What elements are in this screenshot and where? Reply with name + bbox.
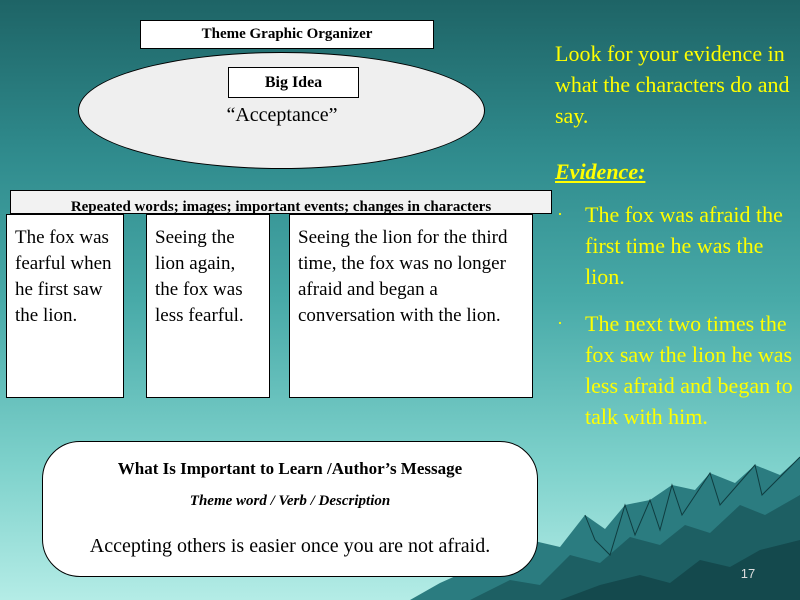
big-idea-label: Big Idea xyxy=(228,67,359,98)
organizer-title: Theme Graphic Organizer xyxy=(140,20,434,49)
evidence-bullet xyxy=(555,199,797,292)
evidence-bullet xyxy=(555,308,797,432)
big-idea-value: “Acceptance” xyxy=(226,104,338,126)
repeated-elements-label: Repeated words; images; important events; changes in characters xyxy=(10,190,552,214)
authors-message-title: What Is Important to Learn /Author’s Message xyxy=(117,459,463,478)
evidence-box-3: Seeing the lion for the third time, the fox was no longer afraid and began a conversation with the lion. xyxy=(289,214,533,398)
evidence-bullet-text: The fox was afraid the first time he was the lion. xyxy=(585,202,783,289)
authors-message-subtitle: Theme word / Verb / Description xyxy=(189,493,391,509)
authors-message-body: Accepting others is easier once you are not afraid. xyxy=(89,535,491,557)
evidence-heading: Evidence: xyxy=(555,159,646,184)
evidence-panel xyxy=(555,38,797,448)
evidence-box-2: Seeing the lion again, the fox was less fearful. xyxy=(146,214,270,398)
evidence-box-1: The fox was fearful when he first saw the lion. xyxy=(6,214,124,398)
bullet-icon: · xyxy=(557,313,563,333)
instruction-text: Look for your evidence in what the characters do and say. xyxy=(555,41,790,128)
slide-number: 17 xyxy=(740,566,756,581)
bullet-icon: · xyxy=(557,204,563,224)
evidence-bullet-text: The next two times the fox saw the lion he was less afraid and began to talk with him. xyxy=(585,311,793,429)
authors-message-box xyxy=(42,441,538,577)
